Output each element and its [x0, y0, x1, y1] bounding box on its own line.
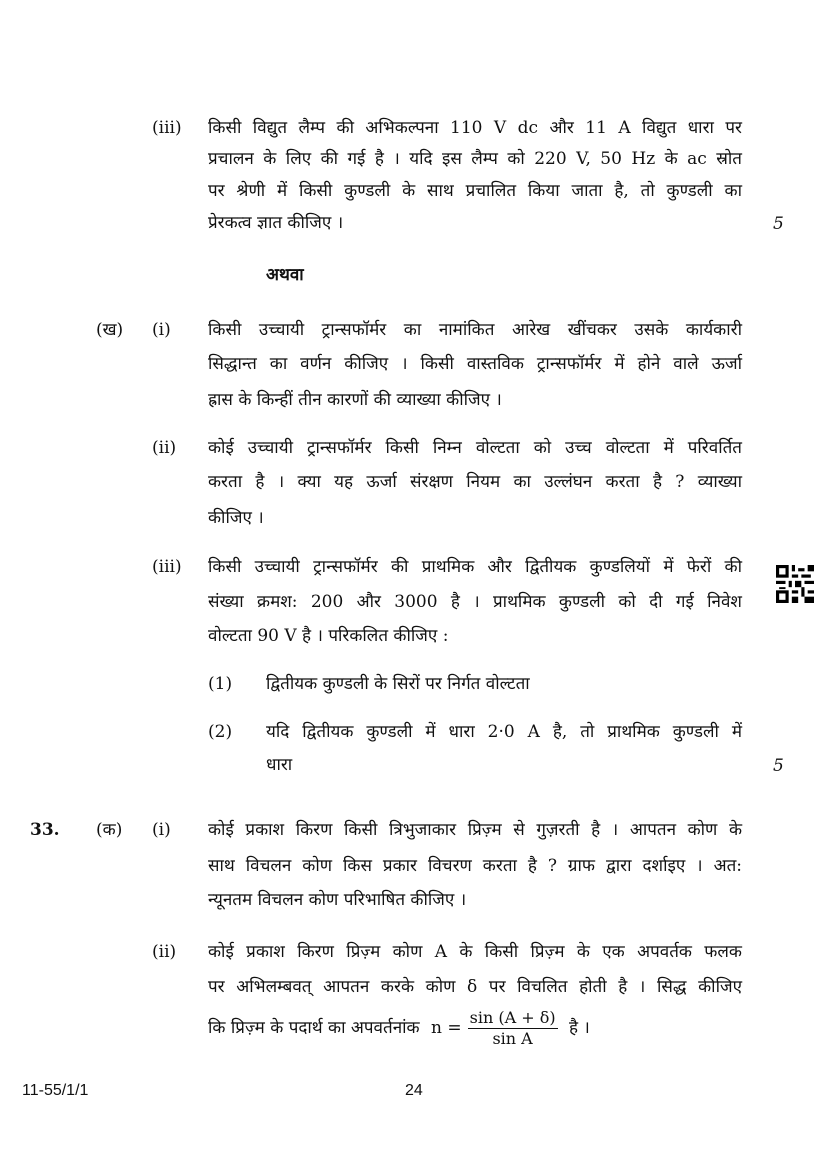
text-line: कोई उच्चायी ट्रान्सफॉर्मर किसी निम्न वोल्टता को उच्च वोल्टता में परिवर्तित [208, 438, 742, 458]
text-line: पर श्रेणी में किसी कुण्डली के साथ प्रचालित किया जाता है, तो कुण्डली का [208, 181, 742, 201]
text-line: यदि द्वितीयक कुण्डली में धारा 2·0 A है, तो प्राथमिक कुण्डली में [266, 722, 742, 742]
text-line: संख्या क्रमश: 200 और 3000 है । प्राथमिक कुण्डली को दी गई निवेश [208, 592, 742, 612]
item-label: (i) [152, 320, 171, 340]
text-line: पर अभिलम्बवत् आपतन करके कोण δ पर विचलित होती है । सिद्ध कीजिए [208, 977, 742, 997]
formula-lhs: n = [431, 1018, 462, 1038]
qr-code-icon [776, 565, 814, 603]
marks: 5 [773, 756, 784, 776]
or-heading: अथवा [266, 265, 304, 285]
text-line: धारा [266, 755, 293, 775]
paper-code: 11-55/1/1 [22, 1082, 89, 1099]
text-line: प्रचालन के लिए की गई है । यदि इस लैम्प को 220 V, 50 Hz के ac स्रोत [208, 149, 742, 169]
question-number: 33. [30, 820, 60, 840]
text-line: न्यूनतम विचलन कोण परिभाषित कीजिए । [208, 890, 467, 910]
text-line: ह्रास के किन्हीं तीन कारणों की व्याख्या कीजिए । [208, 390, 502, 410]
item-label: (iii) [152, 118, 182, 138]
text-line: कोई प्रकाश किरण किसी त्रिभुजाकार प्रिज़्म से गुज़रती है । आपतन कोण के [208, 820, 742, 840]
fraction [468, 1008, 558, 1049]
section-label: (ख) [96, 320, 124, 340]
text-line: करता है । क्या यह ऊर्जा संरक्षण नियम का उल्लंघन करता है ? व्याख्या [208, 472, 742, 492]
text-line: कि प्रिज़्म के पदार्थ का अपवर्तनांक [208, 1018, 420, 1038]
sub-label: (2) [208, 722, 233, 742]
item-label: (ii) [152, 438, 177, 458]
text-line: कीजिए । [208, 508, 264, 528]
text-line: किसी विद्युत लैम्प की अभिकल्पना 110 V dc और 11 A विद्युत धारा पर [208, 118, 742, 138]
marks: 5 [773, 214, 784, 234]
text-line: द्वितीयक कुण्डली के सिरों पर निर्गत वोल्टता [266, 674, 530, 694]
item-label: (i) [152, 820, 171, 840]
section-label: (क) [96, 820, 123, 840]
text-line: साथ विचलन कोण किस प्रकार विचरण करता है ? ग्राफ द्वारा दर्शाइए । अत: [208, 856, 742, 876]
item-label: (ii) [152, 942, 177, 962]
formula-tail: है । [568, 1018, 590, 1038]
text-line: सिद्धान्त का वर्णन कीजिए । किसी वास्तविक ट्रान्सफॉर्मर में होने वाले ऊर्जा [208, 354, 742, 374]
formula-line [208, 1003, 590, 1053]
page-number: 24 [405, 1082, 423, 1099]
sub-label: (1) [208, 674, 233, 694]
text-line: प्रेरकत्व ज्ञात कीजिए । [208, 213, 344, 233]
numerator: sin (A + δ) [469, 1008, 556, 1027]
text-line: वोल्टता 90 V है । परिकलित कीजिए : [208, 626, 449, 646]
denominator: sin A [492, 1029, 533, 1048]
text-line: किसी उच्चायी ट्रान्सफॉर्मर का नामांकित आरेख खींचकर उसके कार्यकारी [208, 320, 742, 340]
item-label: (iii) [152, 557, 182, 577]
text-line: किसी उच्चायी ट्रान्सफॉर्मर की प्राथमिक और द्वितीयक कुण्डलियों में फेरों की [208, 557, 742, 577]
text-line: कोई प्रकाश किरण प्रिज़्म कोण A के किसी प्रिज़्म के एक अपवर्तक फलक [208, 942, 742, 962]
